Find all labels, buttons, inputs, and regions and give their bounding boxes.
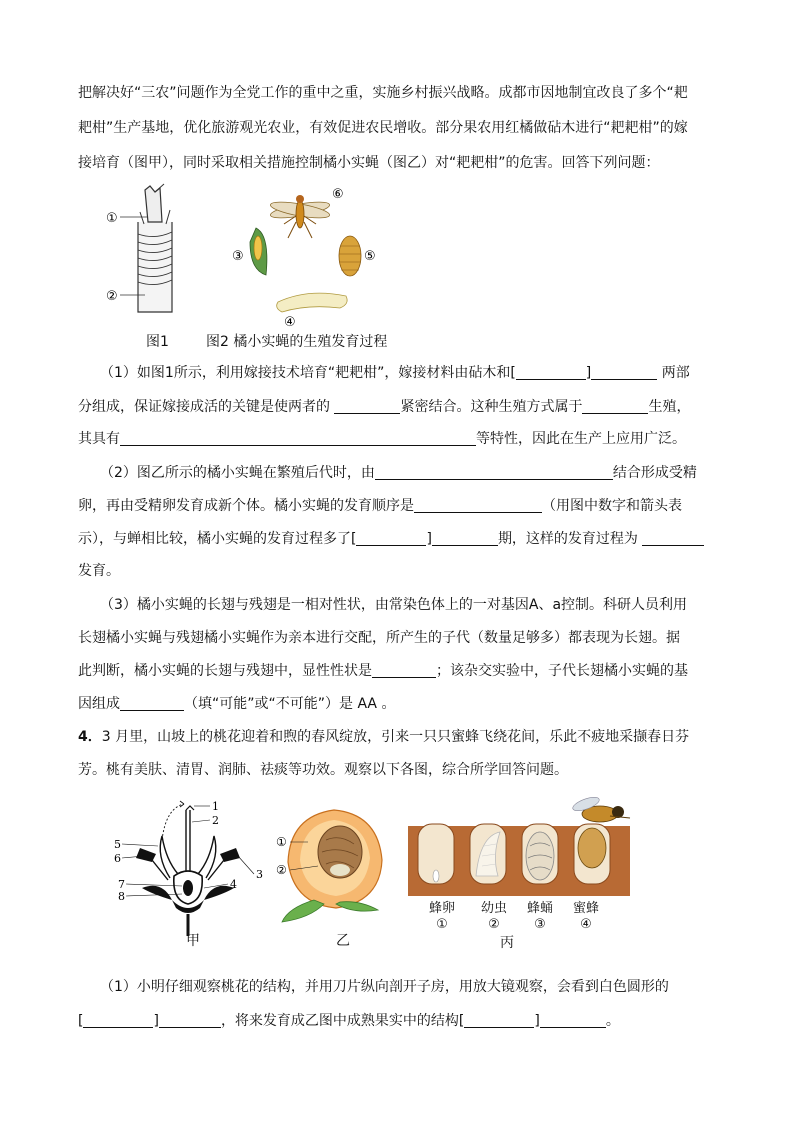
q2-text: （用图中数字和箭头表 xyxy=(542,498,682,514)
q3-line-2: 长翅橘小实蝇与残翅橘小实蝇作为亲本进行交配，所产生的子代（数量足够多）都表现为长翅。据 xyxy=(78,630,680,646)
q3-blank-dominant-trait[interactable] xyxy=(372,663,436,678)
q3-text: 因组成 xyxy=(78,696,120,712)
q1-text: 分组成，保证嫁接成活的关键是使两者的 xyxy=(78,399,335,415)
intro-line-2: 耙柑”生产基地，优化旅游观光农业，有效促进农民增收。部分果农用红橘做砧木进行“耙耙柑”的嫁 xyxy=(78,120,688,136)
q2-text: 结合形成受精 xyxy=(612,465,697,481)
figure-2-fly-lifecycle xyxy=(228,180,388,328)
q1-text: （1）如图1所示，利用嫁接技术培育“耙耙柑”，嫁接材料由砧木和[ xyxy=(100,365,516,381)
fig2-label-3: ③ xyxy=(232,249,244,264)
q1-blank-scion-name[interactable] xyxy=(591,365,657,380)
fig-jia-label-7: 7 xyxy=(118,878,125,891)
q3-line-3 xyxy=(78,660,688,680)
q5-text: ，将来发育成乙图中成熟果实中的结构[ xyxy=(220,1013,465,1029)
fig-yi-caption: 乙 xyxy=(336,933,350,949)
q1-text: 紧密结合。这种生殖方式属于 xyxy=(400,399,583,415)
q5-blank-structure-number[interactable] xyxy=(83,1013,153,1028)
q2-blank-development-type[interactable] xyxy=(642,531,704,546)
q3-text: （填“可能”或“不可能”）是 AA 。 xyxy=(184,696,396,712)
q2-blank-sequence[interactable] xyxy=(414,498,542,513)
q1-text: 其具有 xyxy=(78,431,120,447)
q3-line-1: （3）橘小实蝇的长翅与残翅是一相对性状，由常染色体上的一对基因A、a控制。科研人员利用 xyxy=(100,597,688,613)
q1-blank-tissue[interactable] xyxy=(334,399,400,414)
bing-stage-larva xyxy=(474,901,514,933)
q1-blank-characteristics[interactable] xyxy=(120,431,476,446)
fig1-label-2: ② xyxy=(106,289,118,304)
q5-blank-structure-name[interactable] xyxy=(159,1013,221,1028)
bing-stage-name: 蜜蜂 xyxy=(572,901,599,916)
bing-stage-number: ③ xyxy=(534,917,546,932)
fig-bing-caption: 丙 xyxy=(500,935,514,951)
intro-line-3: 接培育（图甲），同时采取相关措施控制橘小实蝇（图乙）对“耙耙柑”的危害。回答下列问题： xyxy=(78,155,660,171)
q2-text: 期，这样的发育过程为 xyxy=(497,531,643,547)
figure-bing-bee-development xyxy=(404,796,636,900)
fig-jia-caption: 甲 xyxy=(186,933,200,949)
q2-text: 示），与蝉相比较，橘小实蝇的发育过程多了[ xyxy=(78,531,357,547)
q5-line-2 xyxy=(78,1010,620,1030)
q2-line-2 xyxy=(78,495,682,515)
fig-jia-label-5: 5 xyxy=(114,838,121,851)
bing-stage-number: ② xyxy=(488,917,500,932)
fig-jia-label-4: 4 xyxy=(230,878,237,891)
fig1-label-1: ① xyxy=(106,211,118,226)
q4-text: 3 月里，山坡上的桃花迎着和煦的春风绽放，引来一只只蜜蜂飞绕花间，乐此不疲地采撷春日芬 xyxy=(101,729,690,745)
fig2-label-5: ⑤ xyxy=(364,249,376,264)
fig-jia-label-1: 1 xyxy=(212,800,219,813)
q2-line-4: 发育。 xyxy=(78,563,120,579)
q3-line-4 xyxy=(78,693,395,713)
q5-blank-fruit-part-number[interactable] xyxy=(464,1013,534,1028)
q1-text: 等特性，因此在生产上应用广泛。 xyxy=(476,431,686,447)
bing-stage-pupa xyxy=(520,901,560,933)
q2-text: ] xyxy=(426,531,432,547)
bing-stage-name: 蜂蛹 xyxy=(526,901,553,916)
q1-text: 两部 xyxy=(657,365,690,381)
bing-stage-number: ④ xyxy=(580,917,592,932)
q1-blank-scion-number[interactable] xyxy=(516,365,586,380)
q2-blank-fertilization[interactable] xyxy=(375,465,613,480)
bing-stage-name: 蜂卵 xyxy=(428,901,455,916)
q1-line-1 xyxy=(100,362,690,382)
q3-text: ；该杂交实验中，子代长翅橘小实蝇的基 xyxy=(436,663,688,679)
fig-jia-label-2: 2 xyxy=(212,814,219,827)
q2-blank-stage-name[interactable] xyxy=(432,531,498,546)
q5-text: [ xyxy=(78,1013,84,1029)
q5-text: 。 xyxy=(605,1013,620,1029)
fig-yi-label-2: ② xyxy=(276,863,287,877)
q5-text: ] xyxy=(153,1013,159,1029)
q4-line-1 xyxy=(78,726,689,746)
figure-jia-flower xyxy=(112,796,272,946)
q2-text: （2）图乙所示的橘小实蝇在繁殖后代时，由 xyxy=(100,465,375,481)
fig-jia-label-8: 8 xyxy=(118,890,125,903)
q2-line-3 xyxy=(78,528,704,548)
figure-1-grafting xyxy=(100,182,200,322)
fig-jia-label-3: 3 xyxy=(256,868,263,881)
q4-number: 4． xyxy=(78,729,102,745)
q5-text: ] xyxy=(534,1013,540,1029)
q5-line-1: （1）小明仔细观察桃花的结构，并用刀片纵向剖开子房，用放大镜观察，会看到白色圆形的 xyxy=(100,979,669,995)
intro-line-1: 把解决好“三农”问题作为全党工作的重中之重，实施乡村振兴战略。成都市因地制宜改良了多个“耙 xyxy=(78,85,688,101)
q1-line-3 xyxy=(78,428,686,448)
q3-blank-possible[interactable] xyxy=(120,696,184,711)
q2-line-1 xyxy=(100,462,697,482)
q3-text: 此判断，橘小实蝇的长翅与残翅中，显性性状是 xyxy=(78,663,372,679)
bing-stage-adult xyxy=(566,901,606,933)
bing-stage-name: 幼虫 xyxy=(480,901,507,916)
fig2-caption: 图2 橘小实蝇的生殖发育过程 xyxy=(206,334,388,350)
q1-blank-reproduction-type[interactable] xyxy=(582,399,648,414)
q1-line-2 xyxy=(78,396,690,416)
fig-yi-label-1: ① xyxy=(276,835,287,849)
figure-yi-peach xyxy=(274,804,394,924)
q2-blank-stage-number[interactable] xyxy=(356,531,426,546)
fig2-label-4: ④ xyxy=(284,315,296,328)
q2-text: 卵，再由受精卵发育成新个体。橘小实蝇的发育顺序是 xyxy=(78,498,414,514)
bing-stage-number: ① xyxy=(436,917,448,932)
q5-blank-fruit-part-name[interactable] xyxy=(540,1013,606,1028)
q1-text: 生殖， xyxy=(648,399,691,415)
fig2-label-6: ⑥ xyxy=(332,187,344,202)
q1-text: ] xyxy=(585,365,592,381)
q4-line-2: 芳。桃有美肤、清胃、润肺、祛痰等功效。观察以下各图，综合所学回答问题。 xyxy=(78,762,568,778)
fig1-caption: 图1 xyxy=(146,334,169,350)
bing-stage-egg xyxy=(422,901,462,933)
fig-jia-label-6: 6 xyxy=(114,852,121,865)
